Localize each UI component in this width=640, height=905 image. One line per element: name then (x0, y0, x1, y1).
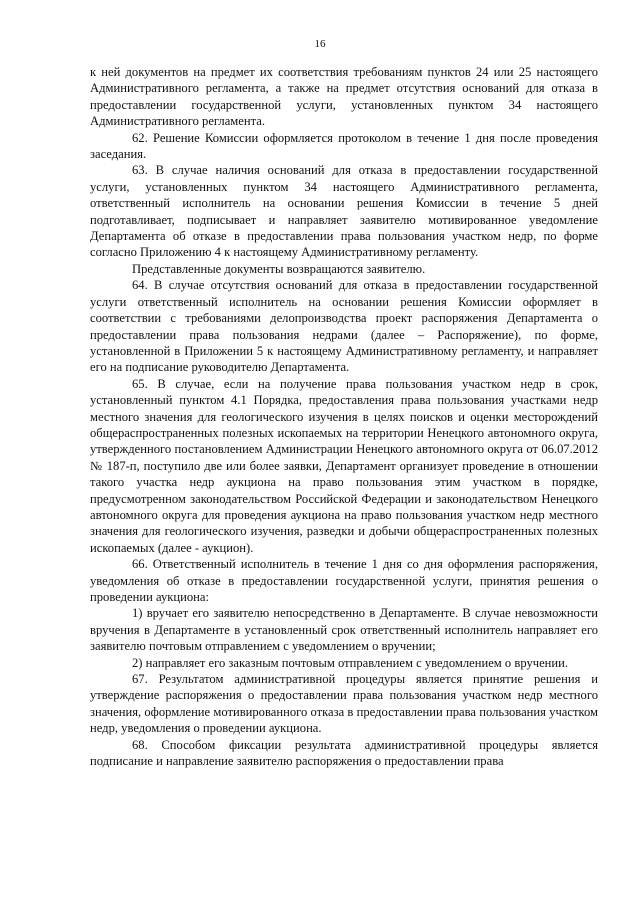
paragraph-68: 68. Способом фиксации результата административной процедуры является подписание и направление заявителю распоряжения о предоставлении права (90, 737, 598, 769)
paragraph-66: 66. Ответственный исполнитель в течение 1 дня со дня оформления распоряжения, уведомления об отказе в предоставлении государственной услуги, принятия решения о проведении аукциона: (90, 557, 598, 604)
paragraph-62: 62. Решение Комиссии оформляется протоколом в течение 1 дня после проведения заседания. (90, 130, 598, 162)
paragraph-63: 63. В случае наличия оснований для отказа в предоставлении государственной услуги, установленных пунктом 34 настоящего Административного регламента, ответственный исполнитель на основании решения Комиссии в течение 5 дней подготавливает, подписывает и направляет заявителю мотивированное уведомление Департамента об отказе в предоставлении права пользования участком недр, по форме согласно Приложению 4 к настоящему Административному регламенту. (90, 163, 598, 260)
paragraph-continuation: к ней документов на предмет их соответствия требованиям пунктов 24 или 25 настоящего Административного регламента, а также на предмет отсутствия оснований для отказа в предоставлении государственной услуги, установленных пунктом 34 настоящего Административного регламента. (90, 65, 598, 129)
paragraph-67: 67. Результатом административной процедуры является принятие решения и утверждение распоряжения о предоставлении права пользования участком недр местного значения, оформление мотивированного отказа в предоставлении права пользования участком недр, уведомления о проведении аукциона. (90, 672, 598, 736)
paragraph-66-item-1: 1) вручает его заявителю непосредственно в Департаменте. В случае невозможности вручения в Департаменте в установленный срок ответственный исполнитель направляет его заявителю почтовым отправлением с уведомлением о вручении; (90, 606, 598, 654)
page-number: 16 (314, 38, 326, 50)
paragraph-66-item-2: 2) направляет его заказным почтовым отправлением с уведомлением о вручении. (132, 655, 569, 670)
paragraph-65: 65. В случае, если на получение права пользования участком недр в срок, установленный пунктом 4.1 Порядка, предоставления права пользования участками недр местного значения для геологического изучения в целях поисков и оценки месторождений общераспространенных полезных ископаемых на территории Ненецкого автономного округа, утвержденного постановлением Администрации Ненецкого автономного округа от 06.07.2012 № 187-п, поступило две или более заявки, Департамент организует проведение в отношении такого участка недр аукциона на право пользования этим участком в порядке, предусмотренном законодательством Российской Федерации и законодательством Ненецкого автономного округа для проведения аукциона на право пользования участком недр местного значения для геологического изучения, разведки и добычи общераспространенных полезных ископаемых (далее - аукцион). (90, 376, 598, 555)
paragraph-63-documents-returned: Представленные документы возвращаются заявителю. (132, 261, 426, 276)
document-body (90, 64, 598, 769)
paragraph-64: 64. В случае отсутствия оснований для отказа в предоставлении государственной услуги ответственный исполнитель на основании решения Комиссии оформляет в соответствии с требованиями делопроизводства проект распоряжения Департамента о предоставлении права пользования недрами (далее – Распоряжение), по форме, установленной в Приложении 5 к настоящему Административному регламенту, и направляет его на подписание руководителю Департамента. (90, 278, 598, 375)
